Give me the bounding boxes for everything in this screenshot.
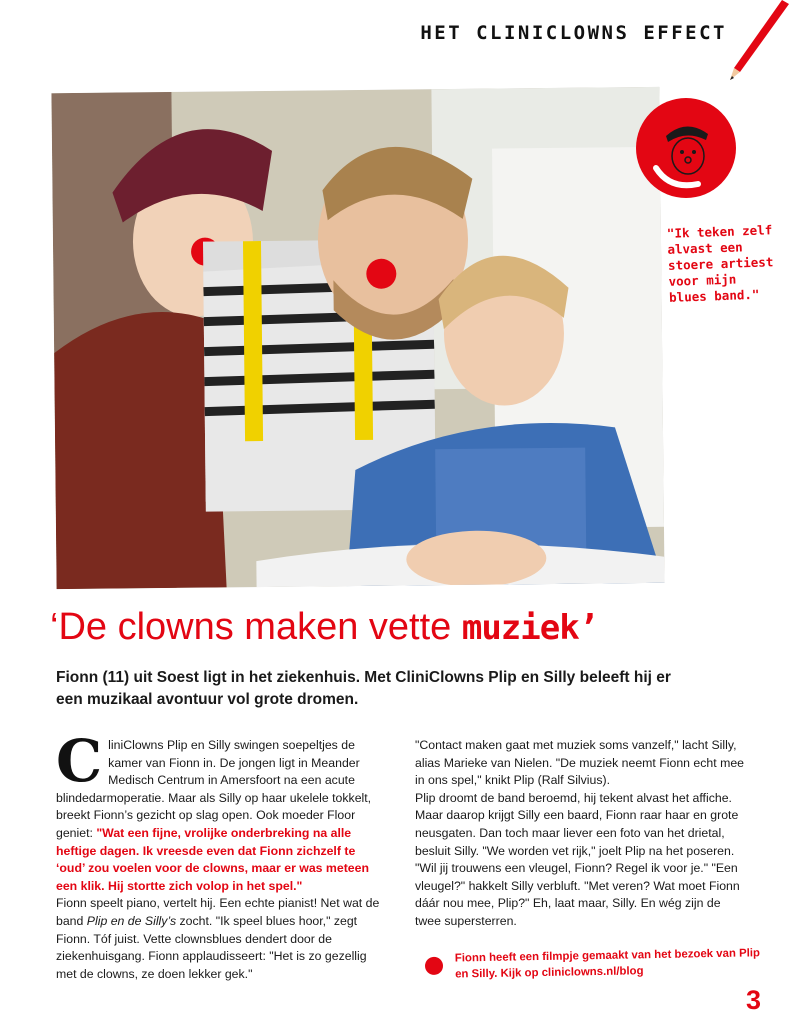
- pencil-icon: [712, 0, 789, 80]
- paragraph-1: liniClowns Plip en Silly swingen soepeltjes de kamer van Fionn in. De jongen ligt in Meander Medisch Centrum in Amersfoort na een acute blindedarmoperatie. Maar als Silly op haar ukelele tokkelt, breekt Fionn’s gezicht op slag open. Ook moeder Floor geniet:: [56, 738, 372, 840]
- headline-script-word: muziek’: [461, 608, 599, 648]
- headline: [50, 606, 598, 649]
- drop-cap: C: [56, 727, 103, 795]
- section-title: HET CLINICLOWNS EFFECT: [420, 22, 727, 44]
- sidebar-quote: "Ik teken zelf alvast een stoere artiest voor mijn blues band.": [666, 222, 774, 305]
- hero-photo: [51, 87, 664, 589]
- red-dot-icon: [425, 957, 443, 975]
- intro-paragraph: Fionn (11) uit Soest ligt in het ziekenhuis. Met CliniClowns Plip en Silly beleeft hij er een muzikaal avontuur vol grote dromen.: [56, 669, 671, 708]
- band-name: Plip en de Silly’s: [86, 913, 177, 928]
- callout-text: Fionn heeft een filmpje gemaakt van het bezoek van Plip en Silly. Kijk op cliniclowns.nl/blog: [454, 947, 761, 981]
- paragraph-4: Plip droomt de band beroemd, hij tekent alvast het affiche. Maar daarop krijgt Silly een baard, Fionn raar haar en grote neusgaten. Dan toch maar liever een foto van het drietal, besluit Silly. "We worden vet rijk," joelt Plip na het poseren. "Wil jij trouwens een vleugel, Fionn? Regel ik voor je." "Een vleugel?" hakkelt Silly verbluft. "Met veren? Wat moet Fionn dáár nou mee, Plip?" Eh, laat maar, Silly. En wég zijn de twee supersterren.: [415, 790, 740, 928]
- headline-main: ‘De clowns maken vette: [50, 606, 462, 648]
- paragraph-3: "Contact maken gaat met muziek soms vanzelf," lacht Silly, alias Marieke van Nielen. "De muziek neemt Fionn echt mee in ons spel," knikt Plip (Ralf Silvius).: [415, 738, 745, 788]
- clown-drawing-badge: [636, 98, 736, 198]
- article-column-right: [415, 737, 745, 931]
- mother-quote: "Wat een fijne, vrolijke onderbreking na alle heftige dagen. Ik vreesde even dat Fionn zichzelf te ‘oud’ zou voelen voor de clowns, maar er was meteen een klik. Hij stortte zich volop in het spel.": [56, 825, 369, 893]
- blog-callout[interactable]: [425, 945, 776, 983]
- paragraph-2a: Fionn speelt piano, vertelt hij. Een echte pianist! Net wat de band: [56, 896, 380, 928]
- paragraph-2b: zocht. "Ik speel blues hoor," zegt Fionn. Tóf juist. Vette clownsblues dendert door de ziekenhuisgang. Fionn applaudisseert: "Het is zo gezellig met de clowns, ze doen lekker gek.": [56, 913, 367, 981]
- clown-face-sketch-icon: [636, 98, 736, 198]
- article-column-left: [56, 727, 386, 983]
- page-number: 3: [745, 985, 761, 1015]
